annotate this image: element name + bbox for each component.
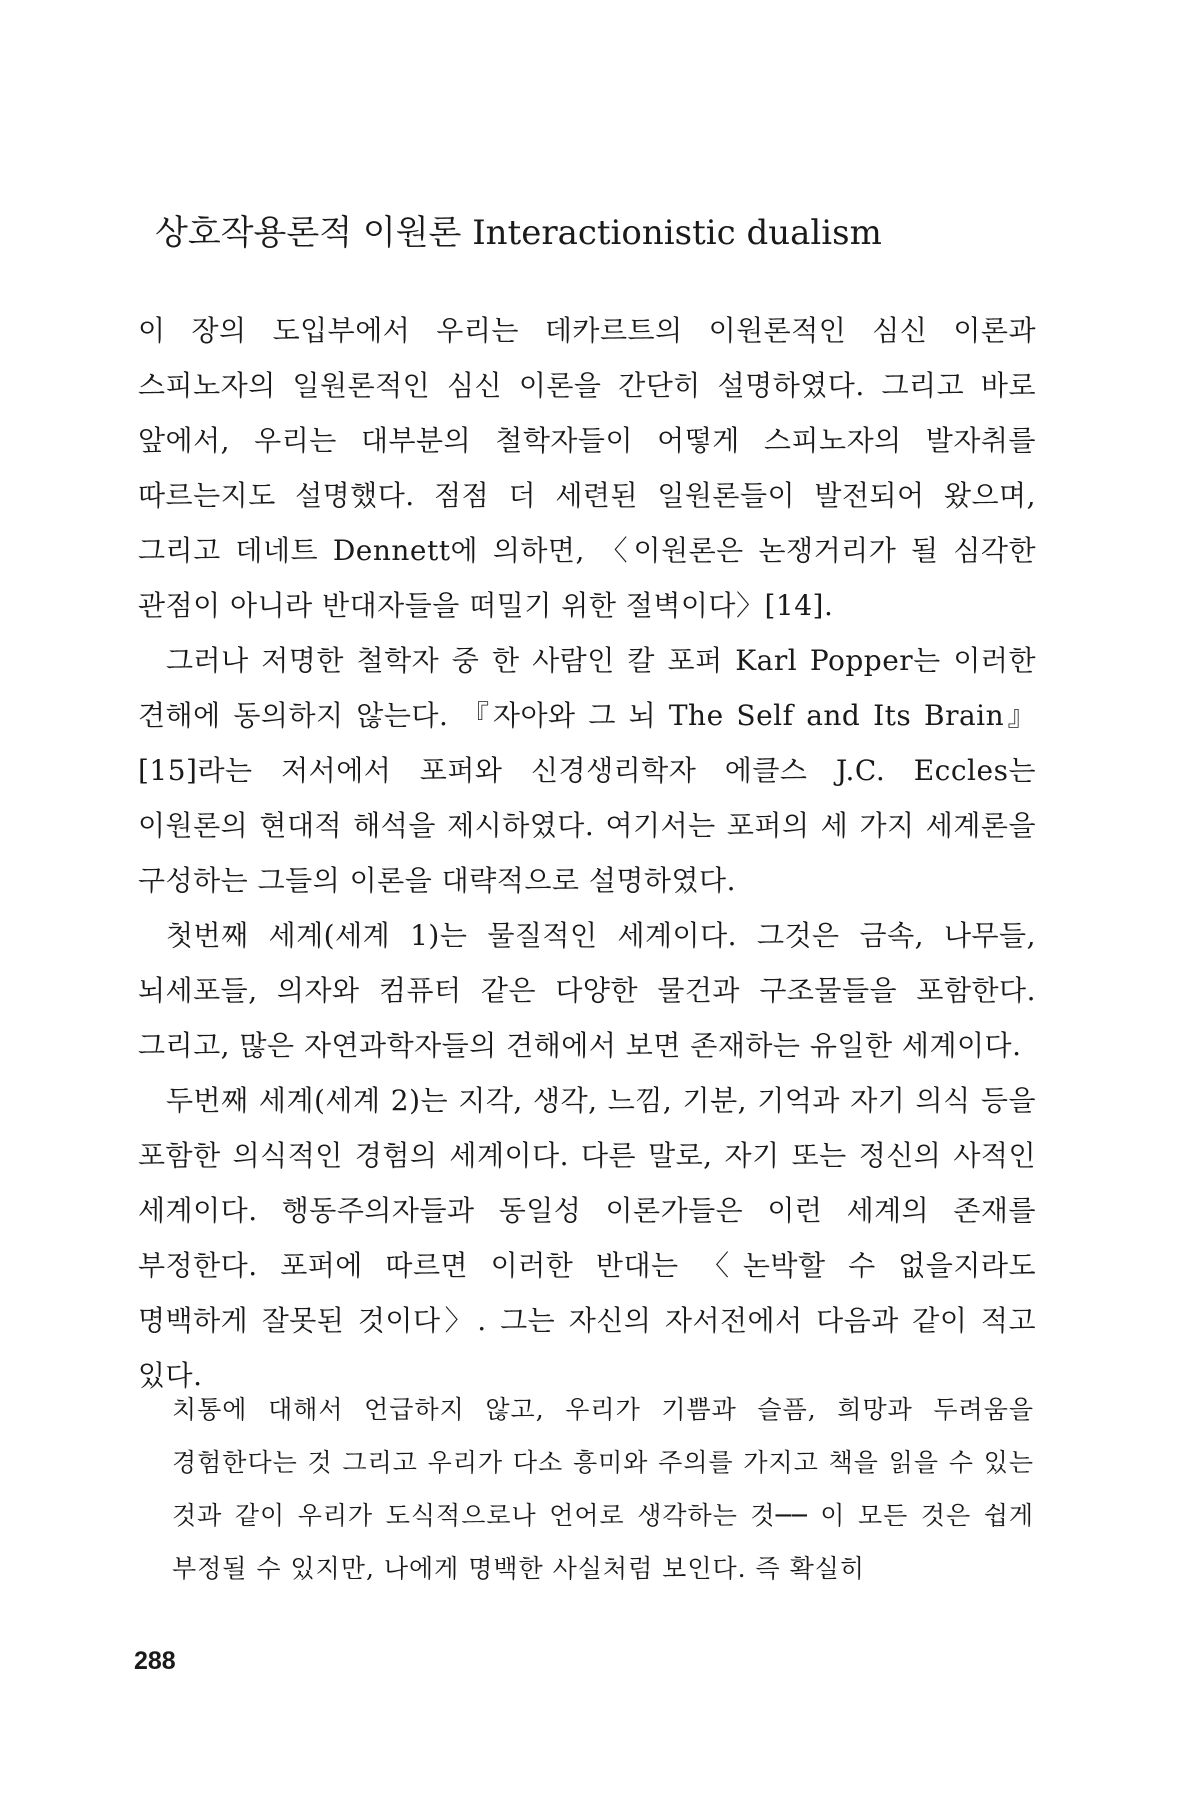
block-quote [172, 1383, 1034, 1595]
paragraph-world-2: 두번째 세계(세계 2)는 지각, 생각, 느낌, 기분, 기억과 자기 의식 등을 포함한 의식적인 경험의 세계이다. 다른 말로, 자기 또는 정신의 사적인 세계이다. 행동주의자들과 동일성 이론가들은 이런 세계의 존재를 부정한다. 포퍼에 따르면 이러한 반대는 〈논박할 수 없을지라도 명백하게 잘못된 것이다〉. 그는 자신의 자서전에서 다음과 같이 적고 있다. [138, 1084, 1036, 1392]
body-text [138, 303, 1036, 1403]
page-number: 288 [134, 1647, 176, 1675]
paragraph-intro: 이 장의 도입부에서 우리는 데카르트의 이원론적인 심신 이론과 스피노자의 일원론적인 심신 이론을 간단히 설명하였다. 그리고 바로 앞에서, 우리는 대부분의 철학자들이 어떻게 스피노자의 발자취를 따르는지도 설명했다. 점점 더 세련된 일원론들이 발전되어 왔으며, 그리고 데네트 Dennett에 의하면, 〈이원론은 논쟁거리가 될 심각한 관점이 아니라 반대자들을 떠밀기 위한 절벽이다〉[14]. [138, 314, 1036, 622]
quote-text: 치통에 대해서 언급하지 않고, 우리가 기쁨과 슬픔, 희망과 두려움을 경험한다는 것 그리고 우리가 다소 흥미와 주의를 가지고 책을 읽을 수 있는 것과 같이 우리가 도식적으로나 언어로 생각하는 것── 이 모든 것은 쉽게 부정될 수 있지만, 나에게 명백한 사실처럼 보인다. 즉 확실히 [172, 1395, 1034, 1583]
paragraph-world-1: 첫번째 세계(세계 1)는 물질적인 세계이다. 그것은 금속, 나무들, 뇌세포들, 의자와 컴퓨터 같은 다양한 물건과 구조물들을 포함한다. 그리고, 많은 자연과학자들의 견해에서 보면 존재하는 유일한 세계이다. [138, 919, 1036, 1062]
paragraph-popper: 그러나 저명한 철학자 중 한 사람인 칼 포퍼 Karl Popper는 이러한 견해에 동의하지 않는다. 『자아와 그 뇌 The Self and Its Brain』[15]라는 저서에서 포퍼와 신경생리학자 에클스 J.C. Eccles는 이원론의 현대적 해석을 제시하였다. 여기서는 포퍼의 세 가지 세계론을 구성하는 그들의 이론을 대략적으로 설명하였다. [138, 644, 1036, 897]
section-title: 상호작용론적 이원론 Interactionistic dualism [155, 213, 882, 253]
